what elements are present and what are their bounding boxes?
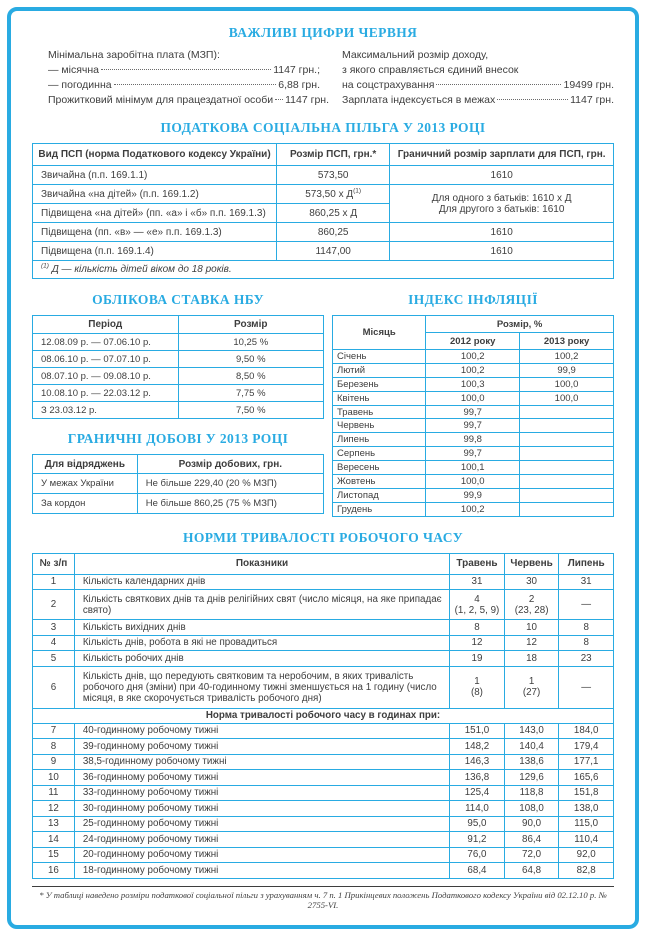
- value-2012-cell: 100,1: [426, 461, 520, 475]
- inflation-header-month: Місяць: [333, 316, 426, 350]
- row-num: 2: [33, 590, 75, 620]
- june-cell: 10: [504, 620, 559, 636]
- document-page: [7, 7, 639, 929]
- salary-indexation-label: Зарплата індексується в межах: [342, 94, 496, 106]
- table-row: [333, 419, 614, 433]
- tax-limit-parent-1: Для одного з батьків: 1610 х Д: [431, 192, 572, 204]
- june-cell: 72,0: [504, 847, 559, 863]
- month-cell: Лютий: [333, 363, 426, 377]
- may-cell: 8: [450, 620, 505, 636]
- tax-benefit-table: [32, 143, 614, 279]
- row-num: 9: [33, 754, 75, 770]
- row-num: 15: [33, 847, 75, 863]
- july-cell: 165,6: [559, 770, 614, 786]
- row-num: 3: [33, 620, 75, 636]
- tax-note-cell: [33, 261, 614, 279]
- table-row: [333, 363, 614, 377]
- row-num: 4: [33, 635, 75, 651]
- indicator-cell: Кількість робочих днів: [74, 651, 449, 667]
- value-line-1: 4: [474, 593, 480, 605]
- indicator-cell: Кількість календарних днів: [74, 574, 449, 590]
- value-2012-cell: 99,9: [426, 488, 520, 502]
- nbu-header-period: Період: [33, 316, 179, 334]
- july-cell: 8: [559, 620, 614, 636]
- june-cell: 140,4: [504, 739, 559, 755]
- worktime-table: [32, 553, 614, 879]
- month-cell: Вересень: [333, 461, 426, 475]
- may-cell: [450, 666, 505, 708]
- indicator-cell: Кількість днів, що передують святковим та неробочим, в яких тривалість робочого дня (зміни) при 40-годинному тижні зменшується на 1 годину (число місяця, в яке скорочується тривалість робочого дня): [74, 666, 449, 708]
- value-line-1: 1: [528, 676, 535, 688]
- worktime-header-num: № з/п: [33, 553, 75, 574]
- indicator-cell: 33-годинному робочому тижні: [74, 785, 449, 801]
- value-2012-cell: 99,8: [426, 433, 520, 447]
- table-row: [33, 739, 614, 755]
- value-line-2: (8): [470, 687, 483, 699]
- june-cell: [504, 666, 559, 708]
- perdiem-title: ГРАНИЧНІ ДОБОВІ У 2013 РОЦІ: [67, 431, 289, 446]
- value-2012-cell: 100,2: [426, 502, 520, 516]
- july-cell: 138,0: [559, 801, 614, 817]
- tax-limit-cell: 1610: [390, 223, 614, 242]
- table-row: [33, 351, 324, 368]
- min-wage-hourly-value: 6,88 грн.: [278, 79, 320, 91]
- month-cell: Травень: [333, 405, 426, 419]
- june-cell: 86,4: [504, 832, 559, 848]
- table-row: [33, 801, 614, 817]
- month-cell: Червень: [333, 419, 426, 433]
- row-num: 6: [33, 666, 75, 708]
- value-2013-cell: 100,0: [520, 391, 614, 405]
- table-row: [33, 785, 614, 801]
- may-cell: 95,0: [450, 816, 505, 832]
- social-insurance-value: 19499 грн.: [563, 79, 614, 91]
- inflation-title: ІНДЕКС ІНФЛЯЦІЇ: [408, 292, 538, 307]
- indicator-cell: 36-годинному робочому тижні: [74, 770, 449, 786]
- indicator-cell: 40-годинному робочому тижні: [74, 723, 449, 739]
- indicator-cell: 38,5-годинному робочому тижні: [74, 754, 449, 770]
- tax-size-value: 573,50 х Д: [305, 188, 354, 200]
- table-row: [33, 816, 614, 832]
- row-num: 7: [33, 723, 75, 739]
- key-figures-section: [32, 48, 614, 108]
- max-income-heading-2: з якого справляється єдиний внесок: [342, 64, 519, 76]
- worktime-section-header: Норма тривалості робочого часу в годинах при:: [33, 708, 614, 723]
- table-row: [33, 494, 324, 514]
- perdiem-scope-cell: У межах України: [33, 474, 138, 494]
- value-2013-cell: [520, 488, 614, 502]
- may-cell: 125,4: [450, 785, 505, 801]
- june-cell: 64,8: [504, 863, 559, 879]
- value-2013-cell: 99,9: [520, 363, 614, 377]
- nbu-rate-cell: 7,50 %: [178, 402, 324, 419]
- value-2012-cell: 100,0: [426, 475, 520, 489]
- value-2013-cell: 100,0: [520, 377, 614, 391]
- may-cell: 68,4: [450, 863, 505, 879]
- table-row: [333, 475, 614, 489]
- value-2012-cell: 100,3: [426, 377, 520, 391]
- tax-header-size: Розмір ПСП, грн.*: [277, 144, 390, 166]
- tax-benefit-section: [32, 120, 614, 279]
- dot-leader: [114, 84, 277, 85]
- subsistence-minimum-value: 1147 грн.: [285, 94, 330, 106]
- min-wage-monthly-label: — місячна: [48, 64, 100, 76]
- value-line-1: 1: [474, 676, 480, 688]
- value-2013-cell: [520, 419, 614, 433]
- max-income-heading-1: Максимальний розмір доходу,: [342, 49, 489, 61]
- tax-limit-merged-cell: [390, 185, 614, 223]
- value-2013-cell: [520, 475, 614, 489]
- salary-indexation-line: [342, 93, 614, 108]
- min-wage-monthly-value: 1147 грн.;: [273, 64, 320, 76]
- value-2013-cell: [520, 502, 614, 516]
- table-row: [333, 433, 614, 447]
- may-cell: 12: [450, 635, 505, 651]
- tax-limit-cell: 1610: [390, 166, 614, 185]
- nbu-period-cell: 08.07.10 р. — 09.08.10 р.: [33, 368, 179, 385]
- perdiem-header-row: [33, 455, 324, 474]
- row-num: 10: [33, 770, 75, 786]
- dot-leader: [275, 99, 283, 100]
- july-cell: 82,8: [559, 863, 614, 879]
- nbu-rate-cell: 7,75 %: [178, 385, 324, 402]
- subsistence-minimum-line: [48, 93, 330, 108]
- june-cell: 90,0: [504, 816, 559, 832]
- tax-type-cell: Звичайна «на дітей» (п.п. 169.1.2): [33, 185, 277, 204]
- tax-type-cell: Підвищена «на дітей» (пп. «а» і «б» п.п. 169.1.3): [33, 204, 277, 223]
- month-cell: Січень: [333, 350, 426, 364]
- worktime-section-row: [33, 708, 614, 723]
- nbu-rate-cell: 9,50 %: [178, 351, 324, 368]
- may-cell: 76,0: [450, 847, 505, 863]
- table-row: [33, 863, 614, 879]
- july-cell: 8: [559, 635, 614, 651]
- indicator-cell: Кількість святкових днів та днів релігійних свят (число місяця, на яке припадає свято): [74, 590, 449, 620]
- table-row: [33, 620, 614, 636]
- may-cell: 136,8: [450, 770, 505, 786]
- july-cell: 184,0: [559, 723, 614, 739]
- nbu-period-cell: 08.06.10 р. — 07.07.10 р.: [33, 351, 179, 368]
- nbu-rate-cell: 10,25 %: [178, 334, 324, 351]
- table-row: [33, 368, 324, 385]
- june-cell: 118,8: [504, 785, 559, 801]
- dot-leader: [101, 69, 271, 70]
- worktime-header-may: Травень: [450, 553, 505, 574]
- value-2012-cell: 99,7: [426, 447, 520, 461]
- june-cell: 108,0: [504, 801, 559, 817]
- footnote-marker: (1): [353, 187, 362, 195]
- row-num: 14: [33, 832, 75, 848]
- may-cell: 91,2: [450, 832, 505, 848]
- row-num: 12: [33, 801, 75, 817]
- value-line-2: (23, 28): [514, 604, 549, 616]
- value-2013-cell: [520, 405, 614, 419]
- perdiem-header-trips: Для відряджень: [33, 455, 138, 474]
- perdiem-amount-cell: Не більше 860,25 (75 % МЗП): [137, 494, 323, 514]
- may-cell: 151,0: [450, 723, 505, 739]
- social-insurance-label: на соцстрахування: [342, 79, 435, 91]
- indicator-cell: 20-годинному робочому тижні: [74, 847, 449, 863]
- worktime-header-indicator: Показники: [74, 553, 449, 574]
- min-wage-hourly-label: — погодинна: [48, 79, 112, 91]
- nbu-period-cell: 10.08.10 р. — 22.03.12 р.: [33, 385, 179, 402]
- tax-header-type: Вид ПСП (норма Податкового кодексу України): [33, 144, 277, 166]
- table-row: [333, 391, 614, 405]
- table-row: [33, 770, 614, 786]
- table-row: [333, 488, 614, 502]
- indicator-cell: 24-годинному робочому тижні: [74, 832, 449, 848]
- worktime-header-row: [33, 553, 614, 574]
- table-row: [33, 651, 614, 667]
- middle-left-column: [32, 292, 324, 517]
- may-cell: 146,3: [450, 754, 505, 770]
- key-figures-right-column: [342, 48, 614, 108]
- indicator-cell: 30-годинному робочому тижні: [74, 801, 449, 817]
- tax-note-row: [33, 261, 614, 279]
- tax-header-limit: Граничний розмір зарплати для ПСП, грн.: [390, 144, 614, 166]
- table-row: [33, 666, 614, 708]
- min-wage-hourly-line: [48, 78, 320, 93]
- value-2013-cell: [520, 433, 614, 447]
- table-row: [33, 590, 614, 620]
- middle-right-column: [332, 292, 614, 517]
- table-row: [33, 832, 614, 848]
- value-2013-cell: 100,2: [520, 350, 614, 364]
- indicator-cell: 25-годинному робочому тижні: [74, 816, 449, 832]
- worktime-header-june: Червень: [504, 553, 559, 574]
- row-num: 16: [33, 863, 75, 879]
- july-cell: 110,4: [559, 832, 614, 848]
- table-row: [33, 754, 614, 770]
- perdiem-scope-cell: За кордон: [33, 494, 138, 514]
- month-cell: Жовтень: [333, 475, 426, 489]
- table-row: [33, 723, 614, 739]
- june-cell: 12: [504, 635, 559, 651]
- table-row: [33, 635, 614, 651]
- inflation-table: [332, 315, 614, 517]
- june-cell: 18: [504, 651, 559, 667]
- value-2013-cell: [520, 447, 614, 461]
- row-num: 13: [33, 816, 75, 832]
- page-footnote: [32, 886, 614, 910]
- table-row: [333, 447, 614, 461]
- may-cell: 148,2: [450, 739, 505, 755]
- june-cell: 143,0: [504, 723, 559, 739]
- footnote-text: * У таблиці наведено розміри податкової соціальної пільги з урахуванням ч. 7 п. 1 Прикінцевих положень Податкового кодексу України від 02.12.10 р. № 2755-VI.: [39, 889, 607, 910]
- table-row: [333, 377, 614, 391]
- tax-benefit-title: ПОДАТКОВА СОЦІАЛЬНА ПІЛЬГА У 2013 РОЦІ: [160, 120, 486, 135]
- table-row: [33, 242, 614, 261]
- table-row: [33, 402, 324, 419]
- middle-band: [32, 292, 614, 517]
- nbu-rate-table: [32, 315, 324, 419]
- value-line-1: 2: [528, 593, 535, 605]
- footnote-marker: (1): [41, 262, 49, 270]
- july-cell: —: [559, 590, 614, 620]
- nbu-header-row: [33, 316, 324, 334]
- min-wage-monthly-line: [48, 63, 320, 78]
- may-cell: [450, 590, 505, 620]
- tax-size-cell: 573,50: [277, 166, 390, 185]
- july-cell: 115,0: [559, 816, 614, 832]
- inflation-header-size: Розмір, %: [426, 316, 614, 333]
- table-row: [333, 350, 614, 364]
- dot-leader: [497, 99, 568, 100]
- value-2012-cell: 99,7: [426, 405, 520, 419]
- value-2012-cell: 100,0: [426, 391, 520, 405]
- tax-header-row: [33, 144, 614, 166]
- social-insurance-line: [342, 78, 614, 93]
- indicator-cell: 18-годинному робочому тижні: [74, 863, 449, 879]
- july-cell: 179,4: [559, 739, 614, 755]
- value-line-2: (27): [522, 687, 541, 699]
- nbu-period-cell: З 23.03.12 р.: [33, 402, 179, 419]
- tax-size-cell: [277, 185, 390, 204]
- nbu-period-cell: 12.08.09 р. — 07.06.10 р.: [33, 334, 179, 351]
- worktime-title: НОРМИ ТРИВАЛОСТІ РОБОЧОГО ЧАСУ: [182, 529, 464, 545]
- indicator-cell: Кількість вихідних днів: [74, 620, 449, 636]
- value-line-2: (1, 2, 5, 9): [454, 604, 500, 616]
- tax-size-cell: 1147,00: [277, 242, 390, 261]
- nbu-header-size: Розмір: [178, 316, 324, 334]
- row-num: 8: [33, 739, 75, 755]
- month-cell: Липень: [333, 433, 426, 447]
- indicator-cell: 39-годинному робочому тижні: [74, 739, 449, 755]
- table-row: [333, 502, 614, 516]
- july-cell: 177,1: [559, 754, 614, 770]
- month-cell: Серпень: [333, 447, 426, 461]
- july-cell: 92,0: [559, 847, 614, 863]
- tax-size-cell: 860,25: [277, 223, 390, 242]
- tax-note-text: Д — кількість дітей віком до 18 років.: [48, 264, 232, 275]
- inflation-header-row-1: [333, 316, 614, 333]
- key-figures-left-column: [48, 48, 330, 108]
- nbu-rate-cell: 8,50 %: [178, 368, 324, 385]
- indicator-cell: Кількість днів, робота в які не провадиться: [74, 635, 449, 651]
- salary-indexation-value: 1147 грн.: [570, 94, 614, 106]
- table-row: [33, 385, 324, 402]
- table-row: [33, 223, 614, 242]
- tax-limit-cell: 1610: [390, 242, 614, 261]
- month-cell: Квітень: [333, 391, 426, 405]
- june-cell: 129,6: [504, 770, 559, 786]
- july-cell: 151,8: [559, 785, 614, 801]
- tax-size-cell: 860,25 х Д: [277, 204, 390, 223]
- inflation-header-2013: 2013 року: [520, 333, 614, 350]
- perdiem-header-size: Розмір добових, грн.: [137, 455, 323, 474]
- value-2012-cell: 100,2: [426, 350, 520, 364]
- month-cell: Березень: [333, 377, 426, 391]
- nbu-rate-title: ОБЛІКОВА СТАВКА НБУ: [92, 292, 264, 307]
- june-cell: 30: [504, 574, 559, 590]
- table-row: [33, 185, 614, 204]
- july-cell: 23: [559, 651, 614, 667]
- table-row: [33, 166, 614, 185]
- tax-type-cell: Звичайна (п.п. 169.1.1): [33, 166, 277, 185]
- table-row: [33, 847, 614, 863]
- may-cell: 114,0: [450, 801, 505, 817]
- row-num: 1: [33, 574, 75, 590]
- tax-limit-parent-2: Для другого з батьків: 1610: [438, 203, 565, 215]
- perdiem-amount-cell: Не більше 229,40 (20 % МЗП): [137, 474, 323, 494]
- table-row: [33, 334, 324, 351]
- may-cell: 19: [450, 651, 505, 667]
- table-row: [333, 405, 614, 419]
- perdiem-table: [32, 454, 324, 514]
- table-row: [33, 474, 324, 494]
- row-num: 11: [33, 785, 75, 801]
- value-2012-cell: 99,7: [426, 419, 520, 433]
- july-cell: —: [559, 666, 614, 708]
- value-2012-cell: 100,2: [426, 363, 520, 377]
- month-cell: Листопад: [333, 488, 426, 502]
- may-cell: 31: [450, 574, 505, 590]
- worktime-header-july: Липень: [559, 553, 614, 574]
- key-figures-title: ВАЖЛИВІ ЦИФРИ ЧЕРВНЯ: [228, 25, 418, 40]
- tax-type-cell: Підвищена (п.п. 169.1.4): [33, 242, 277, 261]
- july-cell: 31: [559, 574, 614, 590]
- dot-leader: [436, 84, 561, 85]
- june-cell: 138,6: [504, 754, 559, 770]
- table-row: [33, 574, 614, 590]
- worktime-section: [32, 530, 614, 879]
- table-row: [333, 461, 614, 475]
- subsistence-minimum-label: Прожитковий мінімум для працездатної особи: [48, 94, 274, 106]
- min-wage-heading: Мінімальна заробітна плата (МЗП):: [48, 49, 220, 61]
- row-num: 5: [33, 651, 75, 667]
- tax-type-cell: Підвищена (пп. «в» — «е» п.п. 169.1.3): [33, 223, 277, 242]
- inflation-header-2012: 2012 року: [426, 333, 520, 350]
- month-cell: Грудень: [333, 502, 426, 516]
- june-cell: [504, 590, 559, 620]
- value-2013-cell: [520, 461, 614, 475]
